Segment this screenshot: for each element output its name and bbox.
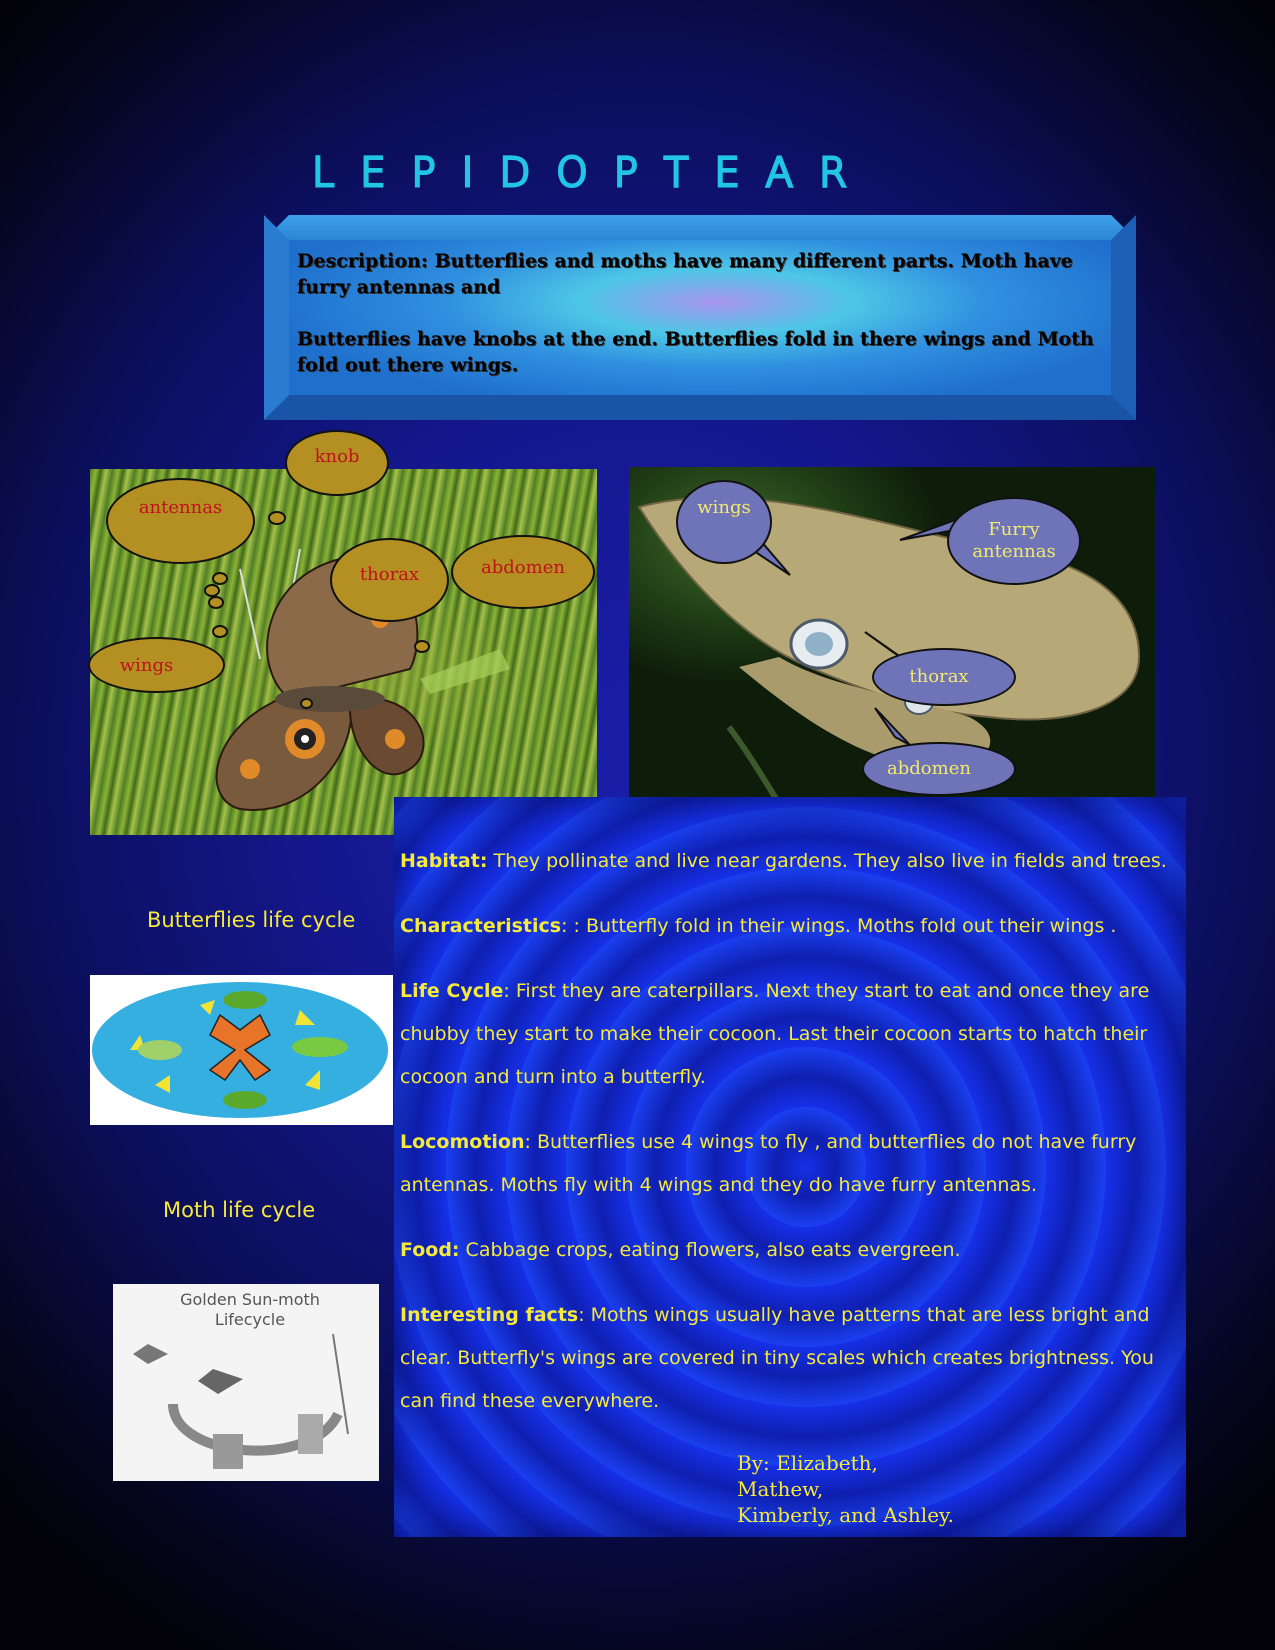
credits-line-3: Kimberly, and Ashley. bbox=[737, 1503, 955, 1527]
moth-thorax-label: thorax bbox=[909, 666, 969, 687]
butterfly-cycle-heading: Butterflies life cycle bbox=[147, 908, 356, 932]
moth-wings-label: wings bbox=[697, 497, 751, 518]
credits-line-2: Mathew, bbox=[737, 1477, 824, 1501]
habitat-label: Habitat: bbox=[400, 850, 488, 872]
description-line-2: Butterflies have knobs at the end. Butterflies fold in there wings and Moth fold out there wings. bbox=[297, 328, 1094, 376]
locomotion-text: : Butterflies use 4 wings to fly , and butterflies do not have furry antennas. Moths fly with 4 wings and they do have furry antennas. bbox=[400, 1131, 1137, 1196]
moth-cycle-heading: Moth life cycle bbox=[163, 1198, 316, 1222]
facts-text: : Moths wings usually have patterns that are less bright and clear. Butterfly's wings are covered in tiny scales which creates brightness. You can find these everywhere. bbox=[400, 1304, 1154, 1412]
moth-thorax-callout bbox=[872, 648, 1016, 706]
description-line-1: Description: Butterflies and moths have many different parts. Moth have furry antennas and bbox=[297, 250, 1073, 298]
moth-lifecycle-image bbox=[113, 1284, 379, 1481]
moth-lifecycle-image-title: Golden Sun-moth Lifecycle bbox=[180, 1290, 320, 1329]
moth-abdomen-callout bbox=[862, 742, 1016, 796]
butterfly-antennas-label: antennas bbox=[138, 496, 223, 518]
butterfly-abdomen-label: abdomen bbox=[481, 556, 565, 578]
butterfly-lifecycle-illustration bbox=[90, 975, 393, 1125]
habitat-text: They pollinate and live near gardens. They also live in fields and trees. bbox=[487, 850, 1167, 872]
food-text: Cabbage crops, eating flowers, also eats evergreen. bbox=[459, 1239, 961, 1261]
facts-label: Interesting facts bbox=[400, 1304, 579, 1326]
moth-lifecycle-illustration bbox=[113, 1284, 379, 1481]
habitat-paragraph bbox=[400, 840, 1180, 883]
characteristics-paragraph bbox=[400, 905, 1180, 948]
food-paragraph bbox=[400, 1229, 1180, 1272]
characteristics-text: : : Butterfly fold in their wings. Moths fold out their wings . bbox=[561, 915, 1117, 937]
moth-abdomen-label: abdomen bbox=[887, 758, 971, 779]
locomotion-label: Locomotion bbox=[400, 1131, 525, 1153]
butterfly-thorax-label: thorax bbox=[359, 563, 420, 585]
lifecycle-text: : First they are caterpillars. Next they start to eat and once they are chubby they start to make their cocoon. Last their cocoon starts to hatch their cocoon and turn into a butterfly. bbox=[400, 980, 1150, 1088]
moth-antennas-callout bbox=[947, 497, 1081, 585]
credits-line-1: By: Elizabeth, bbox=[737, 1451, 878, 1475]
credits bbox=[737, 1450, 954, 1528]
lifecycle-paragraph bbox=[400, 970, 1180, 1099]
food-label: Food: bbox=[400, 1239, 460, 1261]
info-text bbox=[400, 840, 1180, 1445]
locomotion-paragraph bbox=[400, 1121, 1180, 1207]
page-title: LEPIDOPTEAR bbox=[312, 150, 873, 196]
characteristics-label: Characteristics bbox=[400, 915, 562, 937]
butterfly-knob-label: knob bbox=[314, 445, 360, 467]
moth-wings-callout bbox=[676, 480, 772, 564]
facts-paragraph bbox=[400, 1294, 1170, 1423]
moth-antennas-label: Furry antennas bbox=[972, 519, 1056, 562]
butterfly-lifecycle-image bbox=[90, 975, 393, 1125]
butterfly-wings-label: wings bbox=[119, 654, 174, 676]
lifecycle-label: Life Cycle bbox=[400, 980, 504, 1002]
